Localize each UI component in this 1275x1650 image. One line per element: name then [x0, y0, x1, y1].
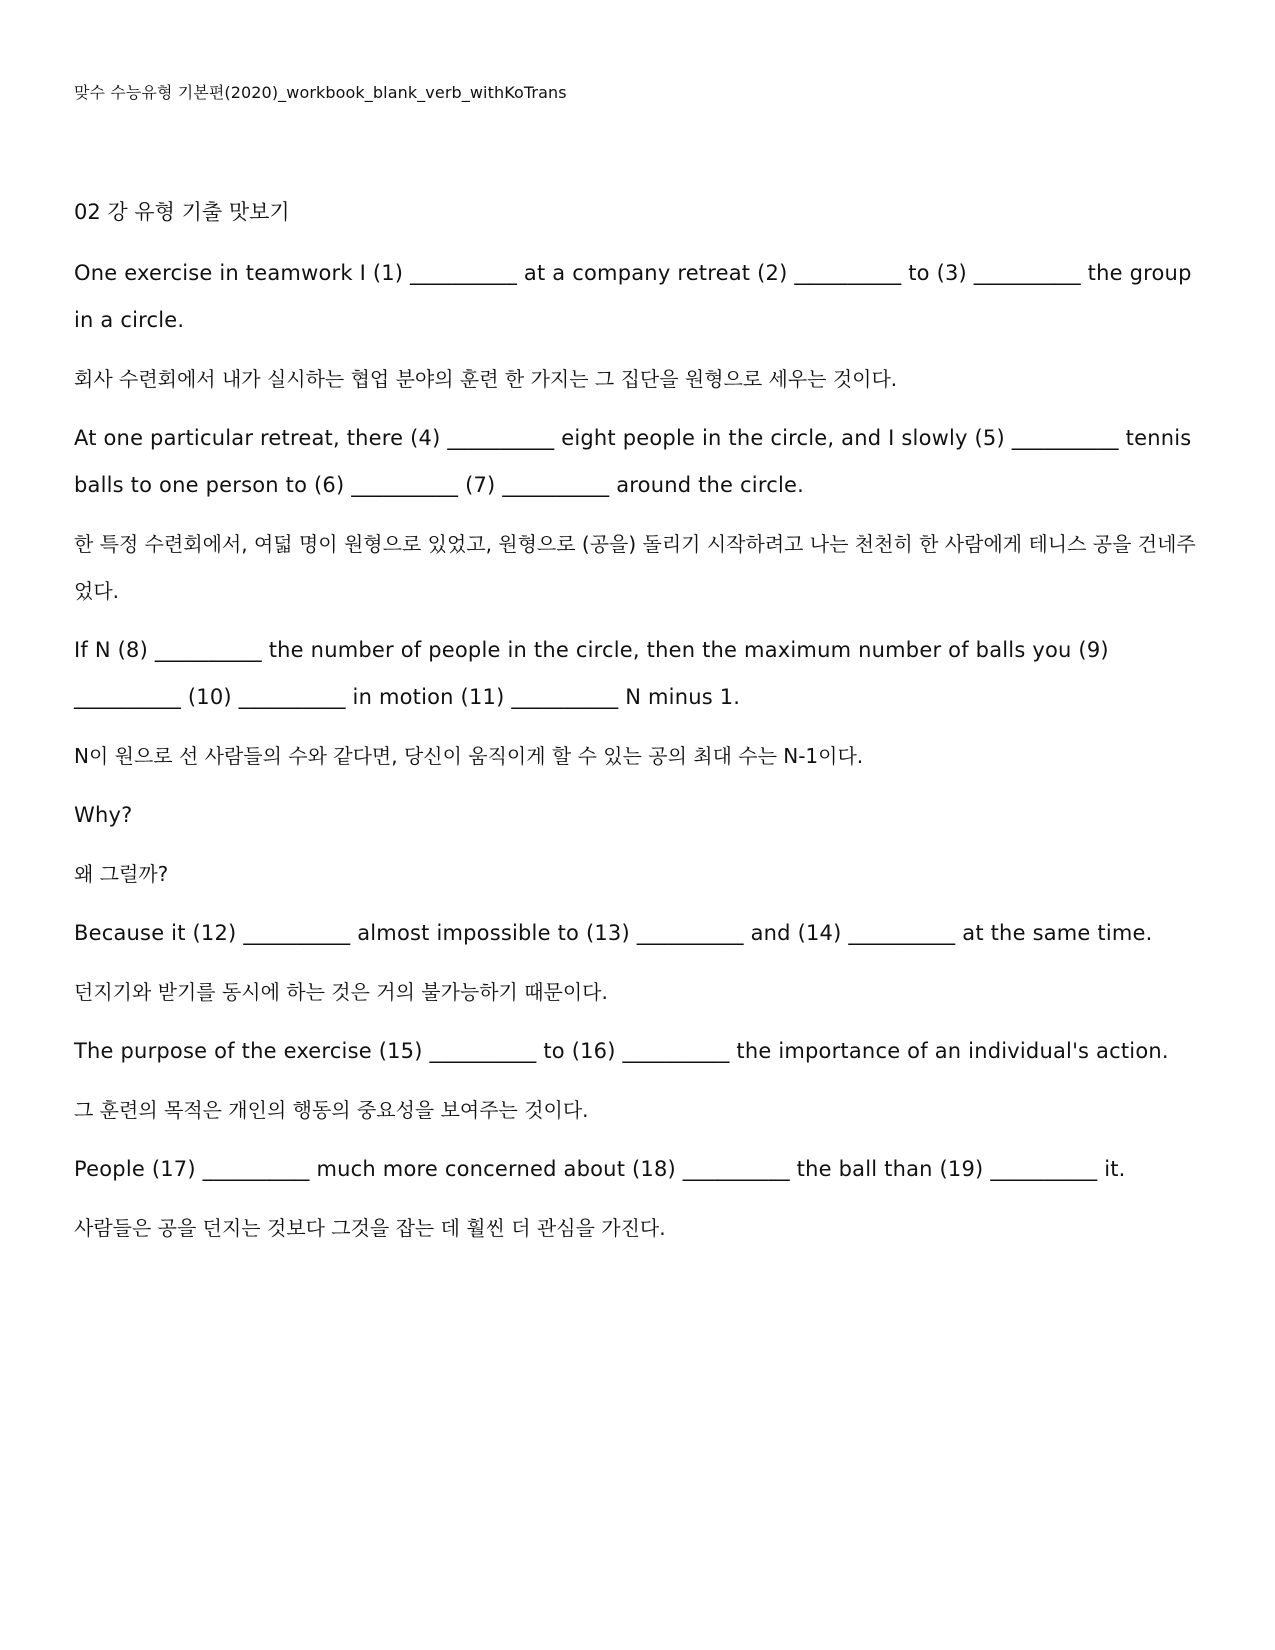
worksheet-content — [74, 196, 1204, 1264]
korean-translation-5: 던지기와 받기를 동시에 하는 것은 거의 불가능하기 때문이다. — [74, 980, 608, 1004]
korean-translation-1: 회사 수련회에서 내가 실시하는 협업 분야의 훈련 한 가지는 그 집단을 원형으로 세우는 것이다. — [74, 367, 898, 391]
english-sentence-7: People (17) __________ much more concerned about (18) __________ the ball than (19) __________ it. — [74, 1157, 1126, 1181]
korean-translation-6: 그 훈련의 목적은 개인의 행동의 중요성을 보여주는 것이다. — [74, 1098, 589, 1122]
korean-translation-2: 한 특정 수련회에서, 여덟 명이 원형으로 있었고, 원형으로 (공을) 돌리기 시작하려고 나는 천천히 한 사람에게 테니스 공을 건네주었다. — [74, 532, 1196, 603]
korean-translation-3: N이 원으로 선 사람들의 수와 같다면, 당신이 움직이게 할 수 있는 공의 최대 수는 N-1이다. — [74, 744, 864, 768]
english-sentence-4: Why? — [74, 803, 133, 827]
english-sentence-1: One exercise in teamwork I (1) __________ at a company retreat (2) __________ to (3) __________ the group in a circle. — [74, 261, 1192, 332]
korean-translation-4: 왜 그럴까? — [74, 862, 169, 886]
english-sentence-5: Because it (12) __________ almost impossible to (13) __________ and (14) __________ at the same time. — [74, 921, 1153, 945]
english-sentence-2: At one particular retreat, there (4) __________ eight people in the circle, and I slowly (5) __________ tennis balls to one person to (6) __________ (7) __________ around the circle. — [74, 426, 1192, 497]
english-sentence-3: If N (8) __________ the number of people in the circle, then the maximum number of balls you (9) __________ (10) __________ in motion (11) __________ N minus 1. — [74, 638, 1109, 709]
section-title: 02 강 유형 기출 맛보기 — [74, 200, 290, 224]
korean-translation-7: 사람들은 공을 던지는 것보다 그것을 잡는 데 훨씬 더 관심을 가진다. — [74, 1216, 666, 1240]
document-header: 맞수 수능유형 기본편(2020)_workbook_blank_verb_withKoTrans — [74, 83, 567, 102]
english-sentence-6: The purpose of the exercise (15) __________ to (16) __________ the importance of an individual's action. — [74, 1039, 1169, 1063]
